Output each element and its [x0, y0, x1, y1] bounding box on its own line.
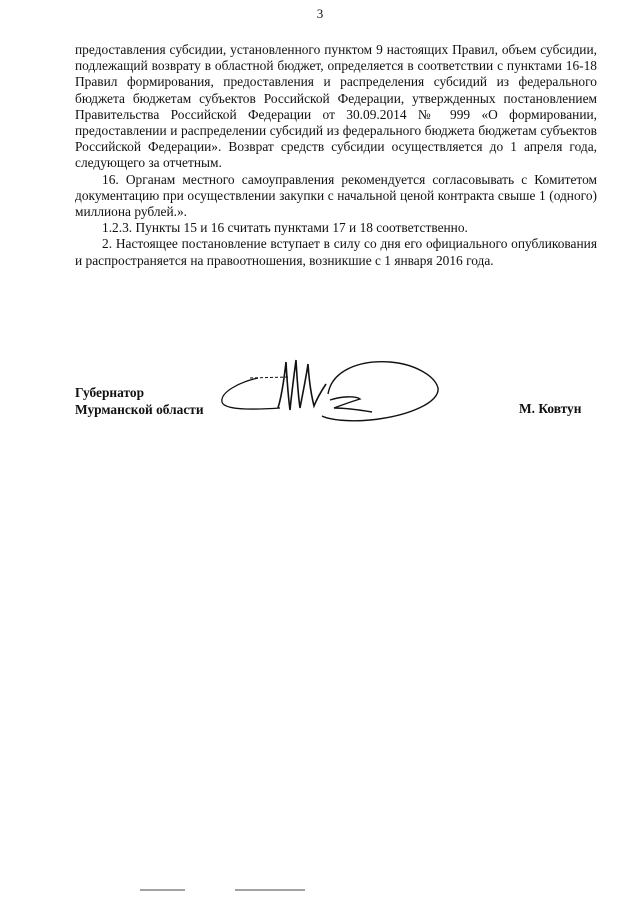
footer-divider	[140, 885, 440, 895]
signatory-title	[75, 385, 204, 418]
signatory-title-line2: Мурманской области	[75, 401, 204, 417]
paragraph-continuation: предоставления субсидии, установленного пунктом 9 настоящих Правил, объем субсидии, подлежащий возврату в областной бюджет, определяется в соответствии с пунктами 16-18 Правил формирования, предоставления и распределения субсидий из федерального бюджета бюджетам субъектов Российской Федерации, утвержденных постановлением Правительства Российской Федерации от 30.09.2014 № 999 «О формировании, предоставлении и распределении субсидий из федерального бюджета бюджетам субъектов Российской Федерации». Возврат средств субсидии осуществляется до 1 апреля года, следующего за отчетным.	[75, 42, 597, 171]
paragraph-item-16: 16. Органам местного самоуправления рекомендуется согласовывать с Комитетом документацию при осуществлении закупки с начальной ценой контракта свыше 1 (одного) миллиона рублей.».	[75, 171, 597, 220]
paragraph-item-2: 2. Настоящее постановление вступает в силу со дня его официального опубликования и распространяется на правоотношения, возникшие с 1 января 2016 года.	[75, 236, 597, 268]
page-number: 3	[316, 6, 324, 21]
paragraph-item-1-2-3: 1.2.3. Пункты 15 и 16 считать пунктами 17 и 18 соответственно.	[102, 220, 468, 236]
handwritten-signature	[210, 350, 450, 430]
signatory-title-line1: Губернатор	[75, 385, 145, 400]
document-body	[75, 42, 597, 269]
signatory-name: М. Ковтун	[519, 401, 582, 416]
